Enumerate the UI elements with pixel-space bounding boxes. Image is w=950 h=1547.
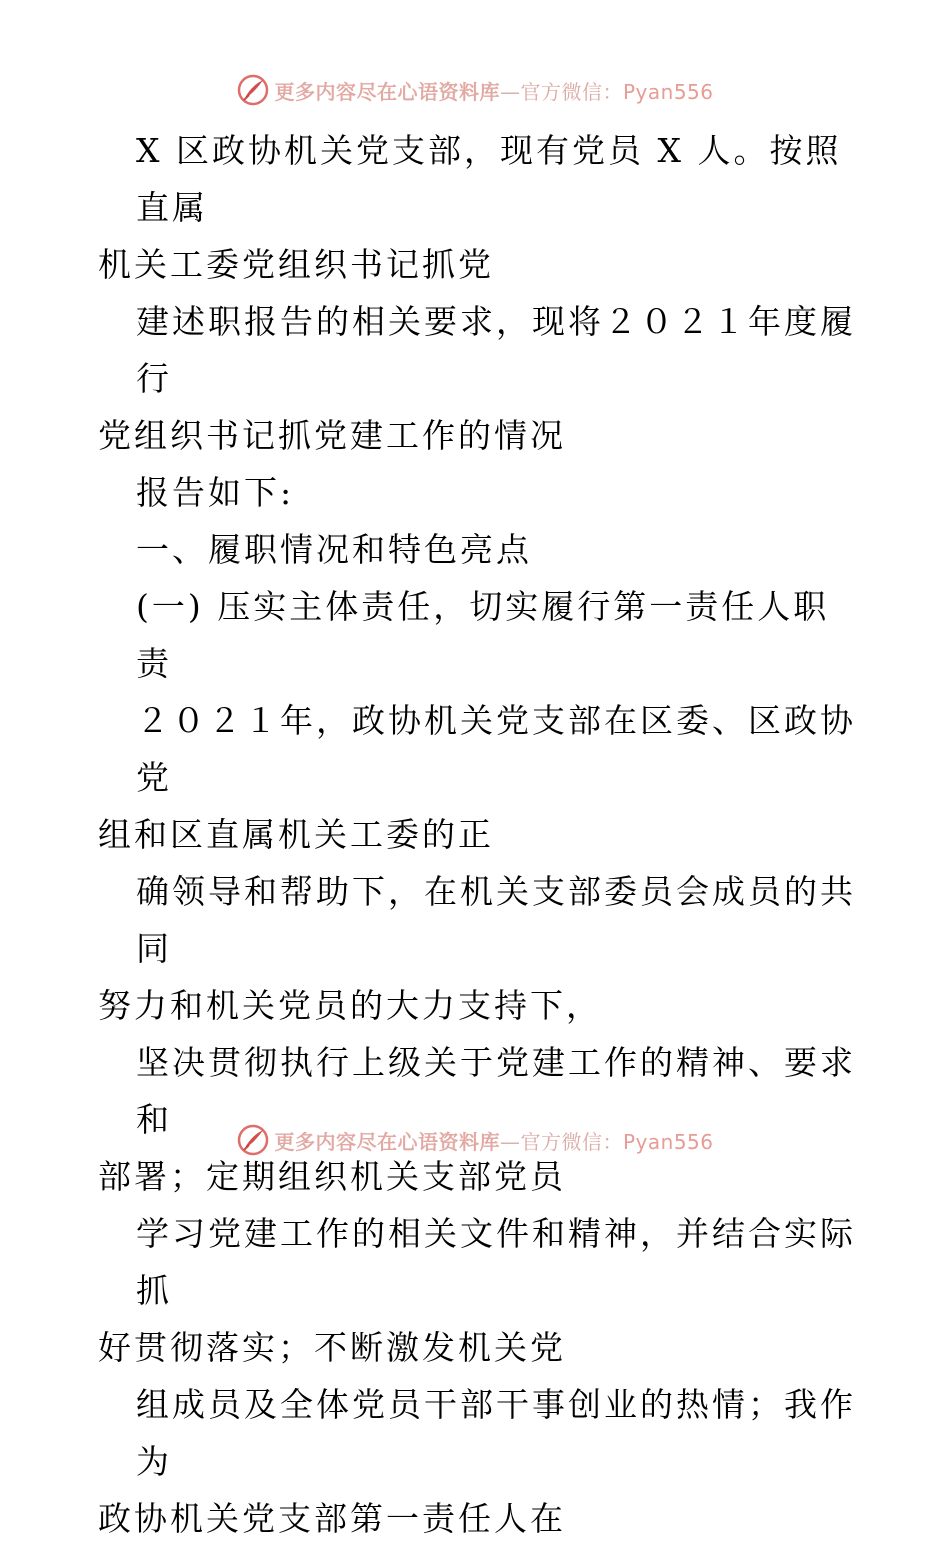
watermark-wechat-label: 官方微信： [520, 79, 623, 104]
text-line: 组成员及全体党员干部干事创业的热情；我作为 [136, 1385, 856, 1481]
text-line: 一、履职情况和特色亮点 [136, 530, 532, 569]
text-line: 学习党建工作的相关文件和精神，并结合实际抓 [136, 1214, 856, 1310]
feather-pen-icon [236, 1123, 270, 1157]
text-line: 好贯彻落实；不断激发机关党 [98, 1328, 566, 1367]
text-line: 部署；定期组织机关支部党员 [98, 1157, 566, 1196]
text-line: ２０２１年，政协机关党支部在区委、区政协党 [136, 701, 856, 797]
watermark-separator: — [499, 79, 521, 104]
text-line: 党组织书记抓党建工作的情况 [98, 416, 566, 455]
watermark-wechat-id: Pyan556 [622, 79, 714, 104]
text-line: X 区政协机关党支部，现有党员 X 人。按照直属 [136, 131, 842, 227]
document-body [98, 122, 858, 1547]
text-line: 组和区直属机关工委的正 [98, 815, 494, 854]
text-line: 确领导和帮助下，在机关支部委员会成员的共同 [136, 872, 856, 968]
text-line: 建述职报告的相关要求，现将２０２１年度履行 [136, 302, 856, 398]
watermark-wechat-id: Pyan556 [622, 1129, 714, 1154]
feather-pen-icon [236, 73, 270, 107]
watermark-separator: — [499, 1129, 521, 1154]
text-line: (一) 压实主体责任，切实履行第一责任人职责 [136, 587, 830, 683]
header-watermark [0, 70, 950, 110]
text-line: 报告如下: [136, 473, 295, 512]
watermark-brand: 更多内容尽在心语资料库 [274, 79, 500, 104]
text-line: 努力和机关党员的大力支持下， [98, 986, 602, 1025]
watermark-brand: 更多内容尽在心语资料库 [274, 1129, 500, 1154]
footer-watermark [0, 1120, 950, 1160]
text-line: 政协机关党支部第一责任人在 [98, 1499, 566, 1538]
text-line: 坚决贯彻执行上级关于党建工作的精神、要求和 [136, 1043, 856, 1139]
watermark-wechat-label: 官方微信： [520, 1129, 623, 1154]
text-line: 机关工委党组织书记抓党 [98, 245, 494, 284]
